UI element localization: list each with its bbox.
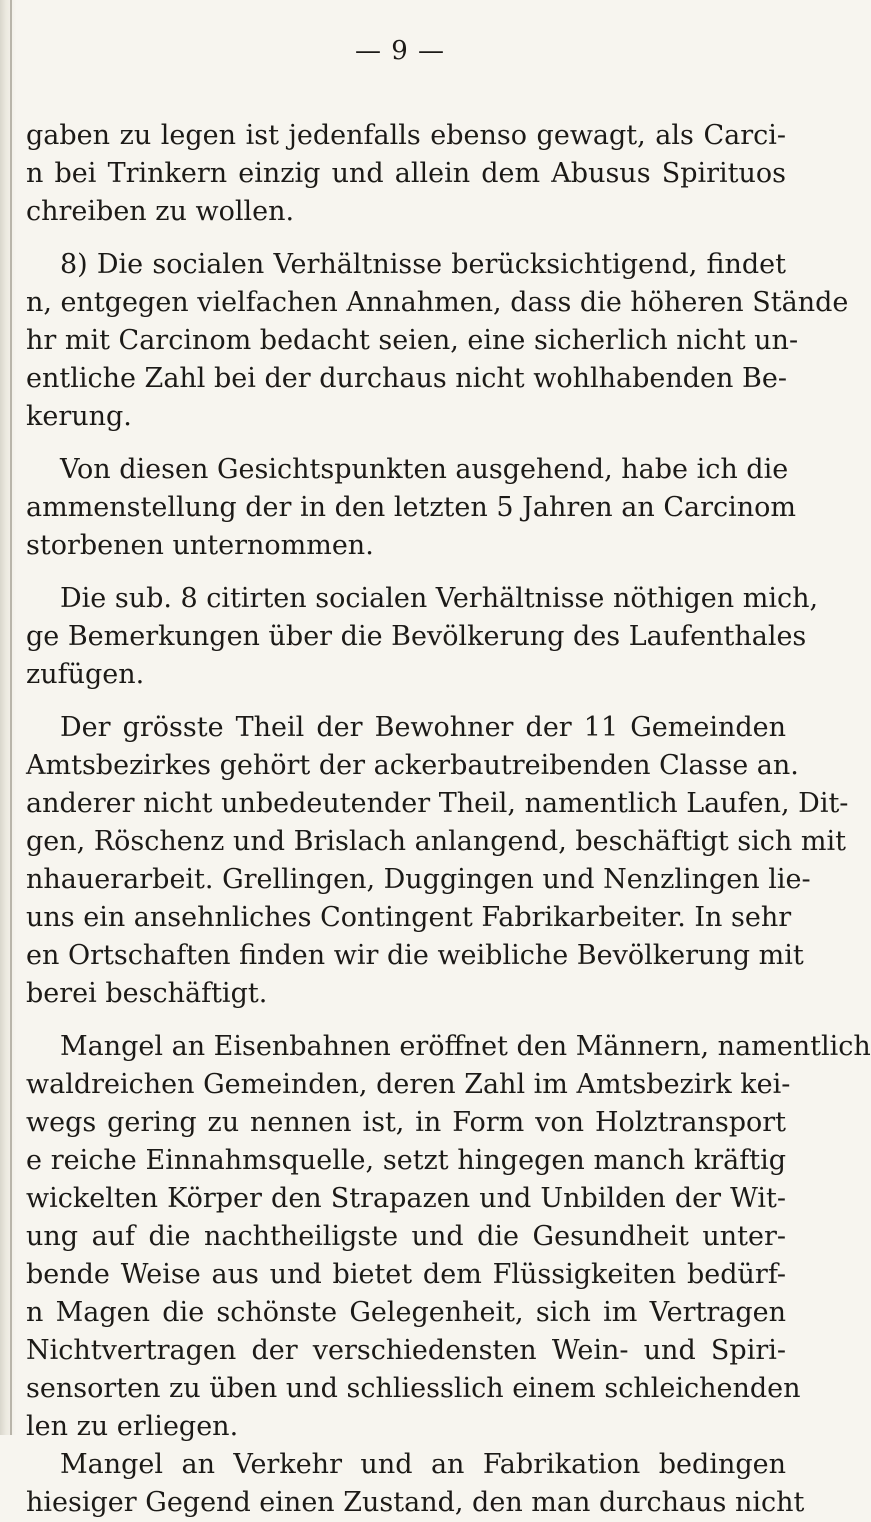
text-line: n, entgegen vielfachen Annahmen, dass die höheren Stände: [26, 287, 849, 318]
text-line: hr mit Carcinom bedacht seien, eine sicherlich nicht un-: [26, 325, 799, 356]
text-line: sensorten zu üben und schliesslich einem schleichenden: [26, 1373, 801, 1404]
paragraph: [26, 246, 849, 436]
text-line: ge Bemerkungen über die Bevölkerung des Laufenthales: [26, 621, 807, 652]
text-line: gen, Röschenz und Brislach anlangend, beschäftigt sich mit: [26, 826, 846, 857]
text-line: Amtsbezirkes gehört der ackerbautreibenden Classe an.: [26, 750, 799, 781]
binding-edge: [10, 0, 12, 1435]
page-gutter-shadow: [0, 0, 16, 1435]
text-line: waldreichen Gemeinden, deren Zahl im Amtsbezirk kei-: [26, 1069, 791, 1100]
text-line: ammenstellung der in den letzten 5 Jahren an Carcinom: [26, 492, 797, 523]
paragraph: [26, 1028, 871, 1446]
text-line: storbenen unternommen.: [26, 530, 374, 561]
text-line: uns ein ansehnliches Contingent Fabrikarbeiter. In sehr: [26, 902, 792, 933]
text-line: chreiben zu wollen.: [26, 196, 295, 227]
text-line: Nichtvertragen der verschiedensten Wein- und Spiri-: [26, 1335, 786, 1366]
body-text: [26, 117, 871, 1522]
paragraph: [26, 580, 819, 694]
text-line: zufügen.: [26, 659, 145, 690]
paragraph: [26, 709, 849, 1013]
text-line: n bei Trinkern einzig und allein dem Abusus Spirituos: [26, 158, 786, 189]
text-line: len zu erliegen.: [26, 1411, 239, 1442]
text-line: Von diesen Gesichtspunkten ausgehend, habe ich die: [60, 454, 789, 485]
text-line: 8) Die socialen Verhältnisse berücksichtigend, findet: [60, 249, 786, 280]
text-line: ung auf die nachtheiligste und die Gesundheit unter-: [26, 1221, 786, 1252]
text-line: bende Weise aus und bietet dem Flüssigkeiten bedürf-: [26, 1259, 786, 1290]
text-line: entliche Zahl bei der durchaus nicht wohlhabenden Be-: [26, 363, 787, 394]
text-line: Der grösste Theil der Bewohner der 11 Gemeinden: [60, 712, 786, 743]
text-line: Die sub. 8 citirten socialen Verhältnisse nöthigen mich,: [60, 583, 819, 614]
text-line: berei beschäftigt.: [26, 978, 268, 1009]
text-line: en Ortschaften finden wir die weibliche Bevölkerung mit: [26, 940, 804, 971]
text-line: nhauerarbeit. Grellingen, Duggingen und Nenzlingen lie-: [26, 864, 811, 895]
text-line: wegs gering zu nennen ist, in Form von Holztransport: [26, 1107, 786, 1138]
text-line: kerung.: [26, 401, 132, 432]
paragraph: [26, 1446, 805, 1522]
text-line: hiesiger Gegend einen Zustand, den man durchaus nicht: [26, 1487, 805, 1518]
text-line: Mangel an Eisenbahnen eröffnet den Männern, namentlich: [60, 1031, 871, 1062]
text-line: anderer nicht unbedeutender Theil, namentlich Laufen, Dit-: [26, 788, 849, 819]
text-line: Mangel an Verkehr und an Fabrikation bedingen: [60, 1449, 786, 1480]
paragraph: [26, 117, 786, 231]
text-line: e reiche Einnahmsquelle, setzt hingegen manch kräftig: [26, 1145, 786, 1176]
text-line: n Magen die schönste Gelegenheit, sich im Vertragen: [26, 1297, 786, 1328]
paragraph: [26, 451, 797, 565]
text-line: wickelten Körper den Strapazen und Unbilden der Wit-: [26, 1183, 786, 1214]
page-number: — 9 —: [354, 36, 446, 66]
text-line: gaben zu legen ist jedenfalls ebenso gewagt, als Carci-: [26, 120, 786, 151]
